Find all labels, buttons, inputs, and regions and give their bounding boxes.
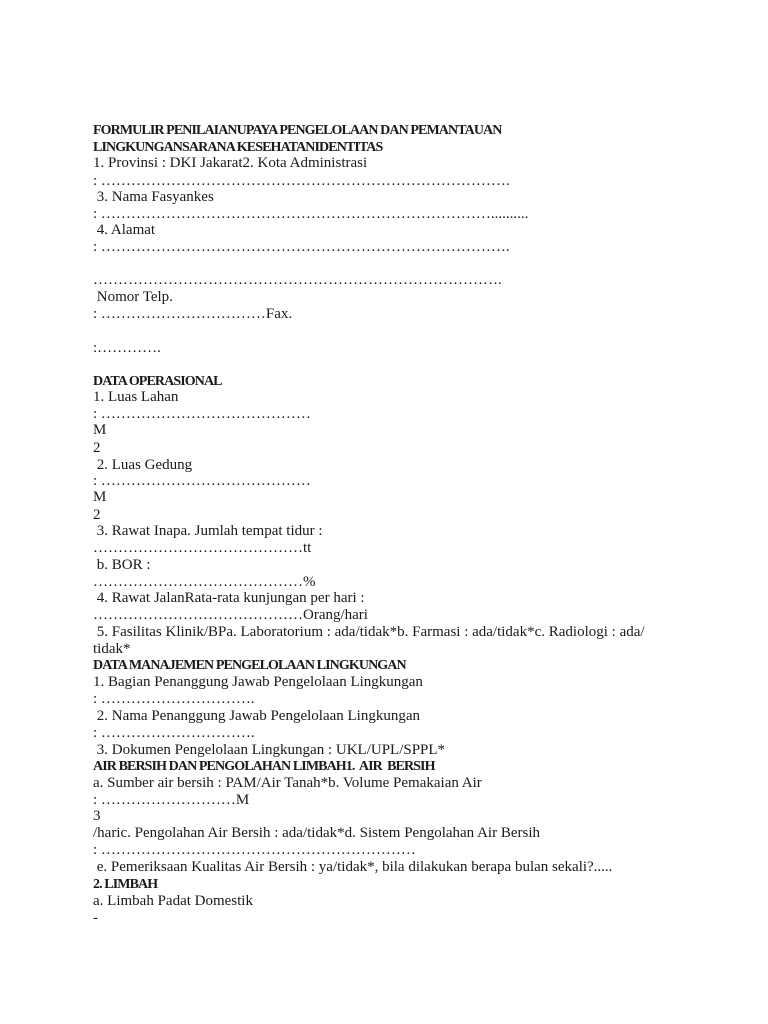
- manajemen-line: 1. Bagian Penanggung Jawab Pengelolaan Lingkungan: [93, 674, 423, 690]
- identity-line: ……………………………………………………………………….: [93, 272, 502, 288]
- operasional-line: M: [93, 489, 107, 505]
- air-bersih-line: : ………………………M: [93, 792, 250, 808]
- manajemen-line: 3. Dokumen Pengelolaan Lingkungan : UKL/UPL/SPPL*: [93, 742, 446, 758]
- identity-line: : ……………………………………………………………………..........: [93, 206, 529, 222]
- operasional-line: : ……………………………………: [93, 473, 311, 489]
- air-bersih-line: a. Sumber air bersih : PAM/Air Tanah*b. Volume Pemakaian Air: [93, 775, 482, 791]
- section-heading-air-bersih: AIR BERSIH DAN PENGOLAHAN LIMBAH1. AIR BERSIH: [93, 759, 435, 774]
- operasional-line: ……………………………………%: [93, 574, 316, 590]
- operasional-line: 2: [93, 507, 101, 523]
- identity-line: 4. Alamat: [93, 222, 156, 238]
- manajemen-line: 2. Nama Penanggung Jawab Pengelolaan Lingkungan: [93, 708, 421, 724]
- section-heading-manajemen: DATA MANAJEMEN PENGELOLAAN LINGKUNGAN: [93, 658, 406, 673]
- operasional-line: 1. Luas Lahan: [93, 389, 179, 405]
- operasional-line: tidak*: [93, 641, 131, 657]
- identity-line: Nomor Telp.: [93, 289, 173, 305]
- identity-line: : ……………………………………………………………………….: [93, 239, 510, 255]
- limbah-line: a. Limbah Padat Domestik: [93, 893, 253, 909]
- operasional-line: ……………………………………Orang/hari: [93, 607, 368, 623]
- section-heading-operasional: DATA OPERASIONAL: [93, 374, 222, 389]
- limbah-line: -: [93, 910, 98, 926]
- air-bersih-line: /haric. Pengolahan Air Bersih : ada/tidak*d. Sistem Pengolahan Air Bersih: [93, 825, 541, 841]
- operasional-line: : ……………………………………: [93, 406, 311, 422]
- identity-line: :………….: [93, 340, 161, 356]
- operasional-line: ……………………………………tt: [93, 540, 312, 556]
- identity-line: 1. Provinsi : DKI Jakarat2. Kota Administrasi: [93, 155, 368, 171]
- identity-line: : ……………………………Fax.: [93, 306, 293, 322]
- operasional-line: M: [93, 422, 107, 438]
- operasional-line: 3. Rawat Inapa. Jumlah tempat tidur :: [93, 523, 323, 539]
- operasional-line: 4. Rawat JalanRata-rata kunjungan per hari :: [93, 590, 365, 606]
- operasional-line: 2. Luas Gedung: [93, 457, 193, 473]
- section-heading-limbah: 2. LIMBAH: [93, 877, 158, 892]
- air-bersih-line: 3: [93, 808, 101, 824]
- form-title-line-1: FORMULIR PENILAIANUPAYA PENGELOLAAN DAN PEMANTAUAN: [93, 123, 502, 138]
- operasional-line: b. BOR :: [93, 557, 151, 573]
- air-bersih-line: : ………………………………………………………: [93, 842, 416, 858]
- form-title-line-2: LINGKUNGANSARANA KESEHATANIDENTITAS: [93, 140, 383, 155]
- manajemen-line: : ………………………….: [93, 725, 255, 741]
- operasional-line: 2: [93, 440, 101, 456]
- air-bersih-line: e. Pemeriksaan Kualitas Air Bersih : ya/tidak*, bila dilakukan berapa bulan sekali?.....: [93, 859, 613, 875]
- operasional-line: 5. Fasilitas Klinik/BPa. Laboratorium : ada/tidak*b. Farmasi : ada/tidak*c. Radiologi : ada/: [93, 624, 645, 640]
- manajemen-line: : ………………………….: [93, 691, 255, 707]
- identity-line: : ……………………………………………………………………….: [93, 173, 510, 189]
- identity-line: 3. Nama Fasyankes: [93, 189, 214, 205]
